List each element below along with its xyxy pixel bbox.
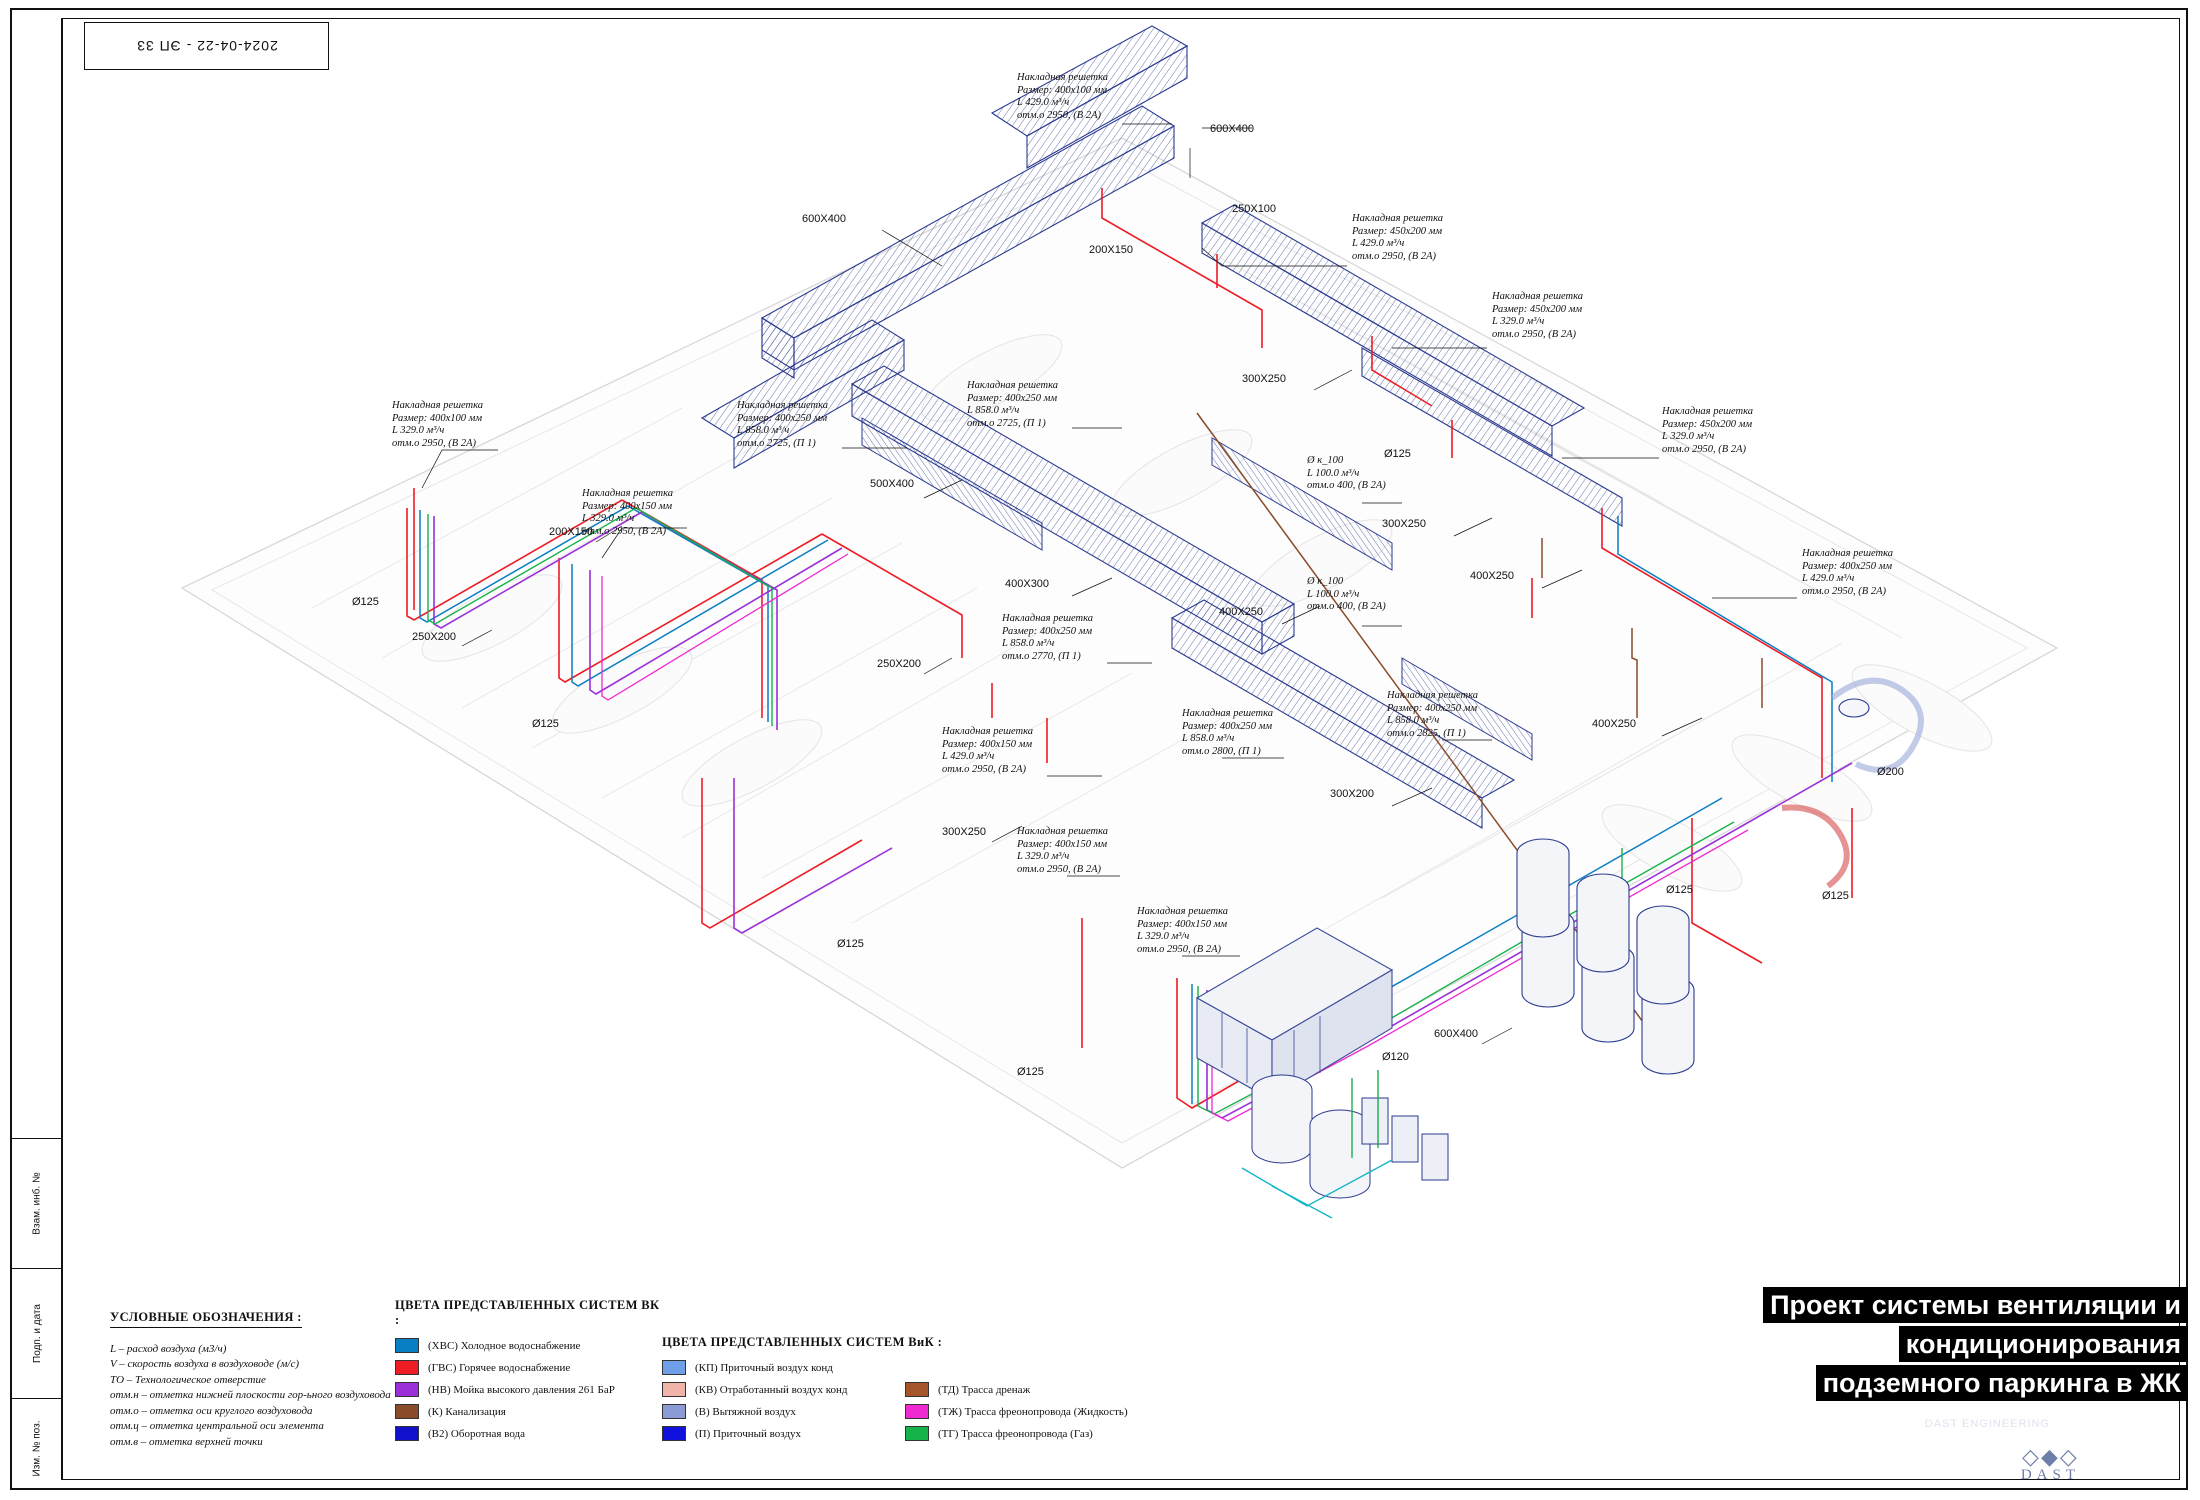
callout-line: Накладная решетка bbox=[942, 726, 1034, 737]
callout-line: Размер: 400х100 мм bbox=[392, 412, 483, 424]
callout-line: отм.о 2950, (В 2А) bbox=[582, 525, 666, 537]
callout-line: Накладная решетка bbox=[1352, 213, 1444, 224]
legend-color-row bbox=[395, 1404, 665, 1419]
duct-size-label: 300Х250 bbox=[942, 826, 987, 838]
legend-color-swatch bbox=[905, 1426, 929, 1441]
legend-color-swatch bbox=[662, 1404, 686, 1419]
callout-line: Размер: 450х200 мм bbox=[1662, 418, 1753, 430]
callout-line: отм.о 2950, (В 2А) bbox=[1352, 250, 1436, 262]
callout-line: Накладная решетка bbox=[1492, 291, 1584, 302]
duct-size-label: 300Х200 bbox=[1330, 788, 1375, 800]
legend-color-swatch bbox=[395, 1360, 419, 1375]
callout-line: Размер: 400х250 мм bbox=[1182, 720, 1273, 732]
callout-line: Накладная решетка bbox=[1182, 708, 1274, 719]
grille-callout bbox=[1492, 291, 1583, 341]
duct-size-label: Ø125 bbox=[1384, 448, 1411, 460]
duct-size-label: 200Х150 bbox=[549, 526, 594, 538]
date-stamp-text: 2024-04-22 - ЭП 33 bbox=[135, 38, 278, 54]
legend-symbols-lines bbox=[110, 1342, 410, 1451]
grille-callout bbox=[1802, 548, 1893, 598]
callout-line: отм.о 2770, (П 1) bbox=[1002, 650, 1081, 662]
logo-name: DAST bbox=[2020, 1467, 2080, 1483]
legend-color-row bbox=[905, 1426, 1235, 1441]
callout-line: отм.о 2825, (П 1) bbox=[1387, 727, 1466, 739]
legend-vk-items bbox=[395, 1338, 665, 1441]
callout-line: Накладная решетка bbox=[1387, 690, 1479, 701]
grille-callout bbox=[1307, 455, 1386, 493]
stamp-label-izm: Изм. № поз. bbox=[31, 1420, 43, 1477]
legend-symbol-line: отм.в – отметка верхней точки bbox=[110, 1435, 263, 1448]
duct-size-label: Ø120 bbox=[1382, 1051, 1409, 1063]
duct-size-label: 200Х150 bbox=[1089, 244, 1134, 256]
callout-line: Накладная решетка bbox=[392, 400, 484, 411]
callout-line: Накладная решетка bbox=[967, 380, 1059, 391]
drawing-canvas bbox=[62, 18, 2180, 1480]
legend-color-label: (ГВС) Горячее водоснабжение bbox=[428, 1361, 571, 1374]
callout-line: L 429.0 м³/ч bbox=[942, 751, 995, 762]
legend-symbols bbox=[110, 1308, 410, 1451]
stamp-cell-vzam bbox=[12, 1138, 62, 1268]
callout-line: Размер: 400х250 мм bbox=[1387, 702, 1478, 714]
duct-size-label: 400Х250 bbox=[1219, 606, 1264, 618]
grille-callout bbox=[1352, 213, 1443, 263]
callout-line: L 858.0 м³/ч bbox=[1182, 733, 1235, 744]
title-line-3: подземного паркинга в ЖК bbox=[1816, 1365, 2188, 1401]
logo-mark: ◇◆◇ bbox=[2022, 1444, 2079, 1469]
grille-callout bbox=[1662, 406, 1753, 456]
title-line-1: Проект системы вентиляции и bbox=[1763, 1287, 2188, 1323]
grille-callout bbox=[1307, 576, 1386, 614]
legend-color-swatch bbox=[395, 1426, 419, 1441]
legend-symbol-line: ТО – Технологическое отверстие bbox=[110, 1373, 266, 1386]
grille-callout bbox=[1137, 906, 1228, 956]
grille-callout bbox=[1017, 826, 1108, 876]
legend-color-label: (НВ) Мойка высокого давления 261 БаР bbox=[428, 1383, 615, 1396]
callout-line: Ø к_100 bbox=[1307, 455, 1344, 466]
duct-size-label: 300Х250 bbox=[1382, 518, 1427, 530]
duct-size-label: Ø125 bbox=[352, 596, 379, 608]
grille-callout bbox=[582, 488, 673, 538]
title-block bbox=[1578, 1287, 2188, 1404]
legend-vk bbox=[395, 1298, 665, 1448]
callout-line: L 100.0 м³/ч bbox=[1307, 588, 1360, 600]
callout-line: Размер: 400х250 мм bbox=[1002, 625, 1093, 637]
callout-line: L 329.0 м³/ч bbox=[582, 513, 635, 524]
duct-size-label: 250Х200 bbox=[412, 631, 457, 643]
company-logo bbox=[2020, 1444, 2080, 1484]
legend-symbols-title: УСЛОВНЫЕ ОБОЗНАЧЕНИЯ : bbox=[110, 1310, 302, 1328]
duct-size-label: 250Х200 bbox=[877, 658, 922, 670]
duct-size-label: 500Х400 bbox=[870, 478, 915, 490]
legend-color-swatch bbox=[395, 1382, 419, 1397]
callout-line: отм.о 2725, (П 1) bbox=[967, 417, 1046, 429]
callout-line: Накладная решетка bbox=[737, 400, 829, 411]
duct-size-label: Ø125 bbox=[1017, 1066, 1044, 1078]
callout-line: L 329.0 м³/ч bbox=[1662, 431, 1715, 442]
grille-callout bbox=[1017, 72, 1108, 122]
duct-size-label: 600Х400 bbox=[1210, 123, 1255, 135]
callout-line: L 858.0 м³/ч bbox=[737, 425, 790, 436]
callout-line: отм.о 2725, (П 1) bbox=[737, 437, 816, 449]
callout-line: L 858.0 м³/ч bbox=[1002, 638, 1055, 649]
grille-callout bbox=[1182, 708, 1273, 758]
watermark: DAST ENGINEERING bbox=[1924, 1418, 2050, 1430]
callout-line: L 429.0 м³/ч bbox=[1802, 573, 1855, 584]
legend-color-label: (ТД) Трасса дренаж bbox=[938, 1383, 1031, 1396]
callout-line: отм.о 2950, (В 2А) bbox=[942, 763, 1026, 775]
callout-line: L 429.0 м³/ч bbox=[1017, 97, 1070, 108]
duct-size-label: 250Х100 bbox=[1232, 203, 1277, 215]
legend-color-swatch bbox=[395, 1338, 419, 1353]
callout-line: Размер: 450х200 мм bbox=[1352, 225, 1443, 237]
stamp-label-vzam: Взам. инб. № bbox=[31, 1172, 43, 1235]
grille-callout bbox=[942, 726, 1033, 776]
legend-color-row bbox=[905, 1404, 1235, 1419]
legend-color-label: (В2) Оборотная вода bbox=[428, 1427, 525, 1440]
legend-symbol-line: отм.н – отметка нижней плоскости гор-ьного воздуховода bbox=[110, 1389, 391, 1401]
legend-vik-title: ЦВЕТА ПРЕДСТАВЛЕННЫХ СИСТЕМ ВиК : bbox=[662, 1335, 943, 1349]
legend-symbol-line: V – скорость воздуха в воздуховоде (м/с) bbox=[110, 1358, 300, 1370]
callout-line: Накладная решетка bbox=[1002, 613, 1094, 624]
legend-color-swatch bbox=[662, 1360, 686, 1375]
legend-color-swatch bbox=[905, 1382, 929, 1397]
callout-line: отм.о 2950, (В 2А) bbox=[1492, 328, 1576, 340]
legend-symbol-line: L – расход воздуха (м3/ч) bbox=[110, 1342, 227, 1355]
grille-callout bbox=[1002, 613, 1093, 663]
duct-size-label: 400Х250 bbox=[1470, 570, 1515, 582]
stamp-label-podp: Подп. и дата bbox=[31, 1304, 43, 1363]
legend-color-row bbox=[395, 1426, 665, 1441]
callout-line: отм.о 2950, (В 2А) bbox=[1017, 109, 1101, 121]
legend-color-label: (ТЖ) Трасса фреонопровода (Жидкость) bbox=[938, 1405, 1128, 1418]
callout-line: Накладная решетка bbox=[1137, 906, 1229, 917]
callout-line: Накладная решетка bbox=[1017, 72, 1109, 83]
callout-line: L 858.0 м³/ч bbox=[1387, 715, 1440, 726]
callout-line: L 329.0 м³/ч bbox=[1492, 316, 1545, 327]
callout-line: Размер: 400х150 мм bbox=[582, 500, 673, 512]
legend-vk-title: ЦВЕТА ПРЕДСТАВЛЕННЫХ СИСТЕМ ВК : bbox=[395, 1298, 660, 1327]
callout-line: отм.о 2800, (П 1) bbox=[1182, 745, 1261, 757]
parking-floor-slab bbox=[182, 138, 2057, 1168]
duct-size-label: 300Х250 bbox=[1242, 373, 1287, 385]
legend-color-label: (В) Вытяжной воздух bbox=[695, 1405, 796, 1418]
duct-size-label: 400Х300 bbox=[1005, 578, 1050, 590]
callout-line: L 329.0 м³/ч bbox=[392, 425, 445, 436]
callout-line: Накладная решетка bbox=[1802, 548, 1894, 559]
legend-color-label: (ХВС) Холодное водоснабжение bbox=[428, 1339, 581, 1352]
callout-line: Накладная решетка bbox=[582, 488, 674, 499]
pump-station bbox=[1242, 1070, 1448, 1218]
callout-line: Размер: 400х250 мм bbox=[967, 392, 1058, 404]
legend-color-label: (КП) Приточный воздух конд bbox=[695, 1361, 833, 1374]
legend-color-row bbox=[395, 1360, 665, 1375]
legend-symbol-line: отм.ц – отметка центральной оси элемента bbox=[110, 1420, 324, 1432]
isometric-ventilation-drawing bbox=[62, 18, 2180, 1480]
callout-line: Размер: 400х100 мм bbox=[1017, 84, 1108, 96]
stamp-cell-podp bbox=[12, 1268, 62, 1398]
callout-line: Размер: 400х150 мм bbox=[942, 738, 1033, 750]
legend-color-label: (ТГ) Трасса фреонопровода (Газ) bbox=[938, 1427, 1093, 1440]
legend-color-label: (КВ) Отработанный воздух конд bbox=[695, 1383, 848, 1396]
duct-size-label: Ø125 bbox=[1666, 884, 1693, 896]
legend-color-row bbox=[395, 1338, 665, 1353]
title-line-2: кондиционирования bbox=[1899, 1326, 2188, 1362]
callout-line: L 858.0 м³/ч bbox=[967, 405, 1020, 416]
grille-callout bbox=[967, 380, 1058, 430]
callout-line: отм.о 2950, (В 2А) bbox=[392, 437, 476, 449]
callout-line: Накладная решетка bbox=[1662, 406, 1754, 417]
legend-color-row bbox=[905, 1382, 1235, 1397]
callout-line: L 329.0 м³/ч bbox=[1137, 931, 1190, 942]
duct-size-label: 600Х400 bbox=[802, 213, 847, 225]
legend-color-swatch bbox=[905, 1404, 929, 1419]
grille-callout bbox=[392, 400, 483, 450]
callout-line: L 329.0 м³/ч bbox=[1017, 851, 1070, 862]
duct-size-label: Ø125 bbox=[532, 718, 559, 730]
callout-line: отм.о 400, (В 2А) bbox=[1307, 601, 1386, 612]
callout-line: отм.о 2950, (В 2А) bbox=[1802, 585, 1886, 597]
duct-size-label: 600Х400 bbox=[1434, 1028, 1479, 1040]
duct-size-label: Ø200 bbox=[1877, 766, 1904, 778]
stamp-cell-izm bbox=[12, 1398, 62, 1498]
legend-color-swatch bbox=[662, 1426, 686, 1441]
legend-color-swatch bbox=[395, 1404, 419, 1419]
stamp-column bbox=[12, 18, 62, 1480]
legend-symbol-line: отм.о – отметка оси круглого воздуховода bbox=[110, 1404, 313, 1417]
callout-line: отм.о 2950, (В 2А) bbox=[1017, 863, 1101, 875]
grille-callout bbox=[1387, 690, 1478, 740]
callout-line: L 100.0 м³/ч bbox=[1307, 467, 1360, 479]
duct-size-label: Ø125 bbox=[1822, 890, 1849, 902]
duct-size-label: Ø125 bbox=[837, 938, 864, 950]
legend-vik-items-col2 bbox=[905, 1382, 1235, 1441]
callout-line: отм.о 2950, (В 2А) bbox=[1662, 443, 1746, 455]
grille-callout bbox=[737, 400, 828, 450]
callout-line: отм.о 400, (В 2А) bbox=[1307, 480, 1386, 491]
callout-line: Размер: 400х150 мм bbox=[1017, 838, 1108, 850]
legend-color-swatch bbox=[662, 1382, 686, 1397]
callout-line: Накладная решетка bbox=[1017, 826, 1109, 837]
legend-vik-col2 bbox=[905, 1350, 1235, 1448]
callout-line: Размер: 450х200 мм bbox=[1492, 303, 1583, 315]
legend-color-row bbox=[395, 1382, 665, 1397]
callout-line: Размер: 400х250 мм bbox=[737, 412, 828, 424]
callout-line: Ø к_100 bbox=[1307, 576, 1344, 587]
legend-color-label: (П) Приточный воздух bbox=[695, 1427, 802, 1440]
callout-line: Размер: 400х250 мм bbox=[1802, 560, 1893, 572]
callout-line: L 429.0 м³/ч bbox=[1352, 238, 1405, 249]
legend-color-label: (К) Канализация bbox=[428, 1405, 506, 1418]
duct-size-label: 400Х250 bbox=[1592, 718, 1637, 730]
callout-line: отм.о 2950, (В 2А) bbox=[1137, 943, 1221, 955]
callout-line: Размер: 400х150 мм bbox=[1137, 918, 1228, 930]
